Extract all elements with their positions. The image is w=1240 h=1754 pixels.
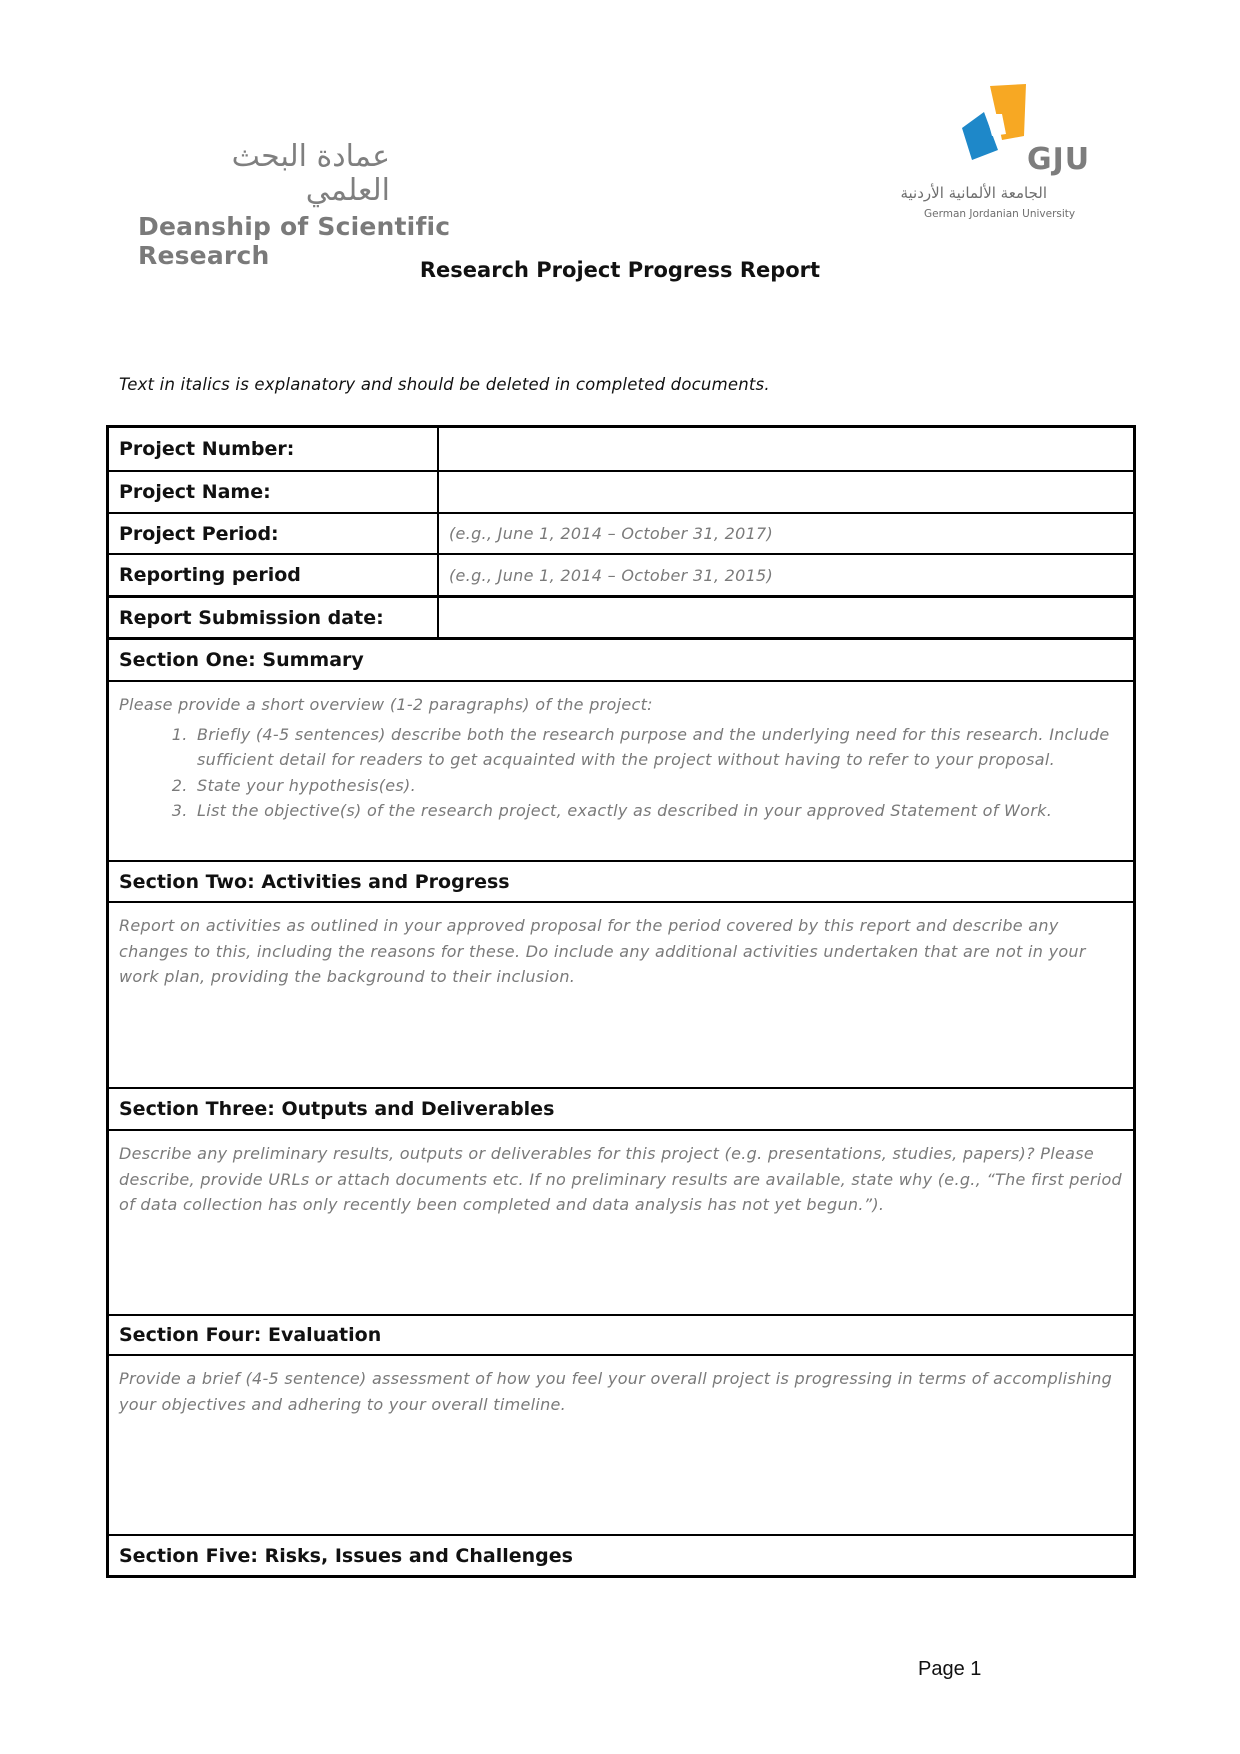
field-label: Reporting period xyxy=(109,555,439,595)
section-three-heading: Section Three: Outputs and Deliverables xyxy=(109,1089,1133,1131)
section-four-body[interactable] xyxy=(109,1356,1133,1536)
page-number: Page 1 xyxy=(918,1658,982,1680)
italics-note: Text in italics is explanatory and should be deleted in completed documents. xyxy=(119,375,770,394)
section-three-body[interactable] xyxy=(109,1131,1133,1316)
reporting-period-field[interactable]: (e.g., June 1, 2014 – October 31, 2015) xyxy=(449,565,774,585)
field-row-project-number xyxy=(109,428,1133,472)
field-label: Report Submission date: xyxy=(109,598,439,637)
deanship-header xyxy=(138,140,558,270)
section-three-text: Describe any preliminary results, outputs or deliverables for this project (e.g. presentations, studies, papers)? Please describe, provide URLs or attach documents etc. If no preliminary results are available, state why (e.g., “The first period of data collection has only recently been completed and data analysis has not yet begun.”). xyxy=(119,1144,1122,1214)
section-one-list xyxy=(119,722,1123,824)
project-period-field[interactable]: (e.g., June 1, 2014 – October 31, 2017) xyxy=(449,524,774,543)
university-english-name: German Jordanian University xyxy=(924,208,1076,220)
list-item: 3. List the objective(s) of the research project, exactly as described in your approved Statement of Work. xyxy=(193,798,1123,824)
field-label: Project Number: xyxy=(109,428,439,470)
gju-logo xyxy=(890,84,1090,224)
university-arabic-name: الجامعة الألمانية الأردنية xyxy=(900,184,1047,202)
deanship-english-title: Deanship of Scientific Research xyxy=(138,212,451,270)
section-two-heading: Section Two: Activities and Progress xyxy=(109,862,1133,903)
field-row-project-period xyxy=(109,514,1133,555)
section-two-body[interactable] xyxy=(109,903,1133,1089)
section-one-body[interactable] xyxy=(109,682,1133,862)
section-one-intro: Please provide a short overview (1-2 paragraphs) of the project: xyxy=(119,695,653,714)
field-row-project-name xyxy=(109,472,1133,514)
section-two-text: Report on activities as outlined in your approved proposal for the period covered by this report and describe any changes to this, including the reasons for these. Do include any additional activities undertaken that are not in your work plan, providing the background to their inclusion. xyxy=(119,916,1086,986)
field-label: Project Name: xyxy=(109,472,439,512)
section-five-heading: Section Five: Risks, Issues and Challenges xyxy=(119,1544,573,1567)
submission-date-field[interactable] xyxy=(439,598,1133,637)
deanship-arabic-title: عمادة البحث العلمي xyxy=(231,139,390,208)
gju-logo-icon xyxy=(962,84,1032,160)
gju-logo-text: GJU xyxy=(1027,142,1091,177)
field-row-submission-date xyxy=(109,598,1133,640)
field-label: Project Period: xyxy=(109,514,439,553)
project-number-field[interactable] xyxy=(439,428,1133,470)
document-title: Research Project Progress Report xyxy=(419,258,821,282)
section-one-heading: Section One: Summary xyxy=(109,640,1133,682)
section-four-heading: Section Four: Evaluation xyxy=(109,1316,1133,1356)
section-four-text: Provide a brief (4-5 sentence) assessment of how you feel your overall project is progressing in terms of accomplishing your objectives and adhering to your overall timeline. xyxy=(119,1369,1113,1414)
progress-report-form xyxy=(106,425,1136,1578)
list-item: 2. State your hypothesis(es). xyxy=(193,773,1123,799)
list-item: 1. Briefly (4-5 sentences) describe both the research purpose and the underlying need for this research. Include sufficient detail for readers to get acquainted with the project without having to refer to your proposal. xyxy=(193,722,1123,773)
field-row-reporting-period xyxy=(109,555,1133,598)
project-name-field[interactable] xyxy=(439,472,1133,512)
